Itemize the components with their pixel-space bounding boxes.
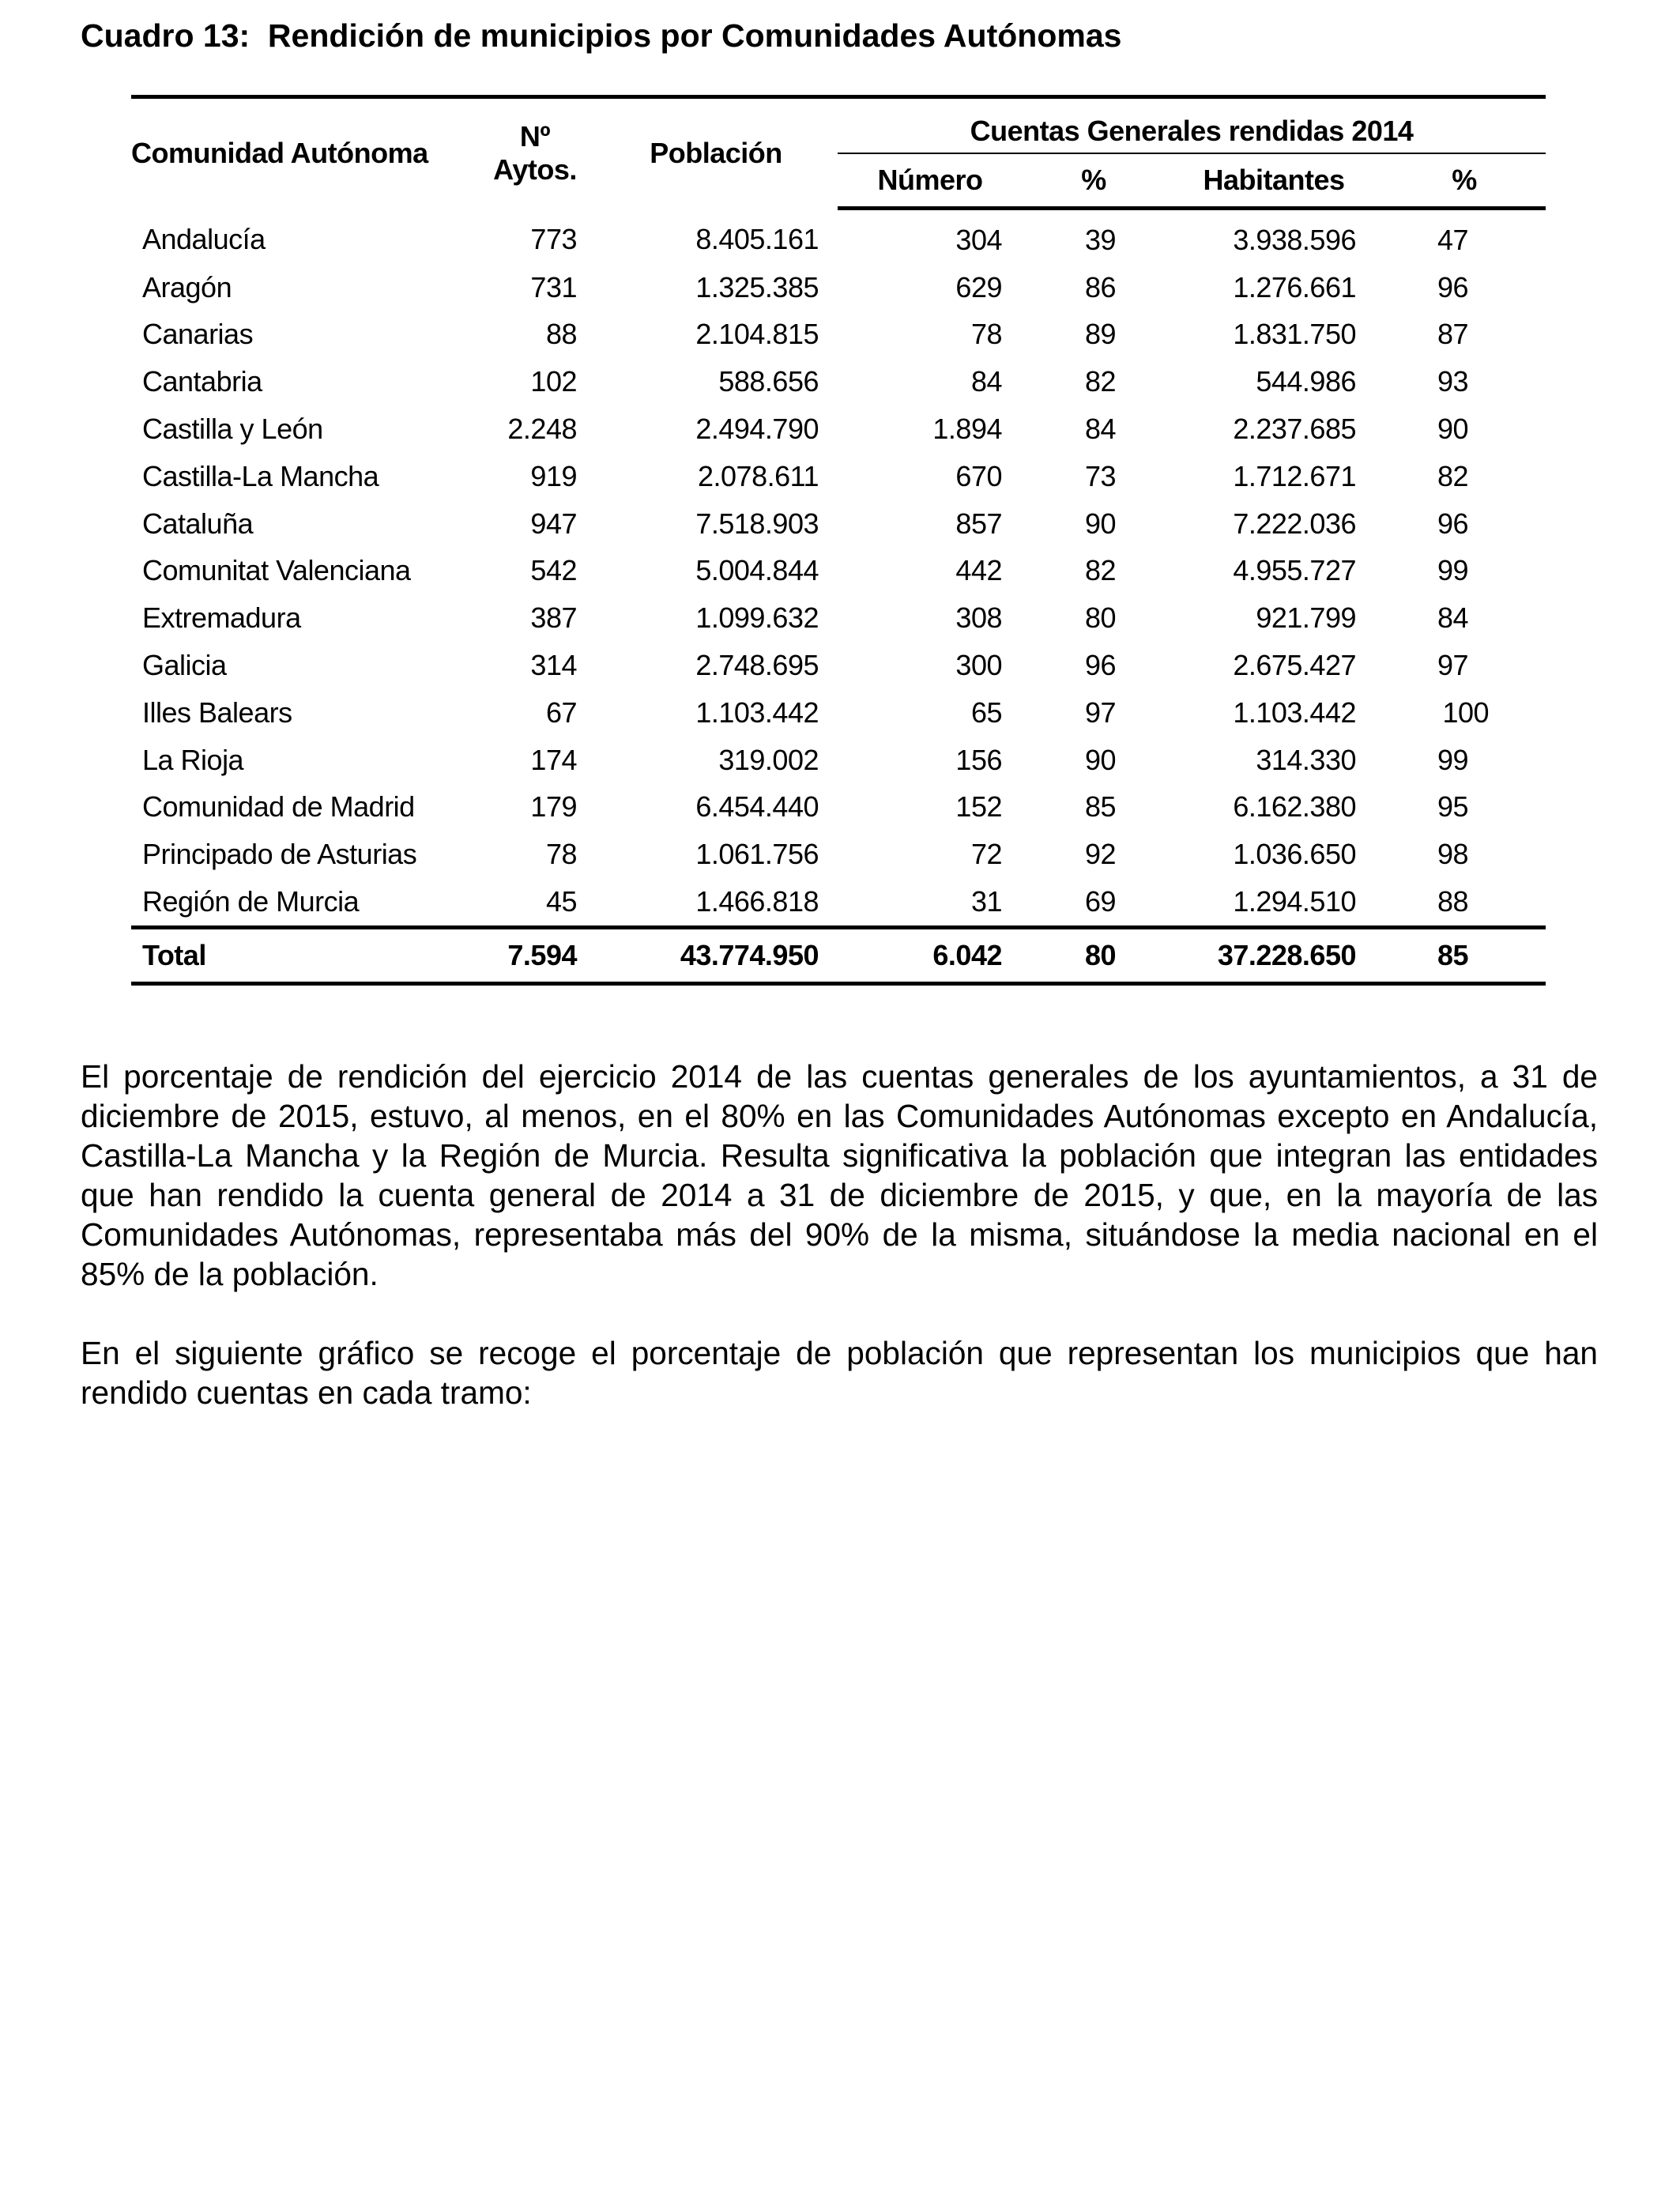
total-habitantes: 37.228.650 (1165, 927, 1383, 983)
cell-numero: 72 (970, 838, 1002, 871)
header-numero: Número (838, 153, 1023, 209)
cell-pct-numero: 85 (1084, 790, 1116, 824)
cell-pct-habitantes: 99 (1437, 743, 1469, 776)
cell-numero: 670 (955, 459, 1002, 492)
cell-pct-habitantes: 97 (1437, 649, 1469, 682)
cell-aytos: 102 (530, 365, 577, 398)
page-title: Cuadro 13: Rendición de municipios por Comunidades Autónomas (81, 17, 1122, 54)
cell-aytos: 174 (530, 743, 577, 776)
cell-comunidad: Cantabria (142, 365, 262, 398)
table-row (131, 548, 1546, 595)
cell-aytos: 45 (545, 885, 577, 918)
cell-habitantes: 4.955.727 (1233, 554, 1356, 587)
cell-pct-numero: 90 (1084, 743, 1116, 776)
table-row (131, 831, 1546, 878)
cell-numero: 1.894 (932, 413, 1002, 446)
cell-habitantes: 1.036.650 (1233, 838, 1356, 871)
cell-aytos: 67 (545, 696, 577, 729)
cell-pct-habitantes: 47 (1437, 223, 1469, 256)
table-row (131, 594, 1546, 642)
cell-poblacion: 5.004.844 (695, 554, 819, 587)
header-comunidad: Comunidad Autónoma (131, 97, 476, 209)
cell-poblacion: 2.494.790 (695, 413, 819, 446)
cell-aytos: 919 (530, 459, 577, 492)
cell-poblacion: 588.656 (718, 365, 819, 398)
cell-poblacion: 2.748.695 (695, 649, 819, 682)
cell-comunidad: Galicia (142, 649, 227, 682)
cell-habitantes: 2.675.427 (1233, 649, 1356, 682)
total-numero: 6.042 (838, 927, 1023, 983)
cell-pct-numero: 96 (1084, 649, 1116, 682)
cell-comunidad: Comunitat Valenciana (142, 554, 411, 587)
cell-numero: 84 (970, 365, 1002, 398)
cell-pct-numero: 86 (1084, 270, 1116, 303)
cell-comunidad: Andalucía (142, 222, 266, 255)
cell-comunidad: Principado de Asturias (142, 838, 417, 871)
cell-numero: 31 (970, 885, 1002, 918)
header-cuentas-group: Cuentas Generales rendidas 2014 (838, 97, 1546, 154)
table-row (131, 500, 1546, 548)
cell-comunidad: Canarias (142, 318, 254, 351)
cell-habitantes: 314.330 (1256, 743, 1356, 776)
cell-aytos: 387 (530, 601, 577, 635)
cell-pct-habitantes: 84 (1437, 601, 1469, 635)
table-row (131, 358, 1546, 405)
cell-pct-numero: 82 (1084, 365, 1116, 398)
table-row (131, 209, 1546, 264)
total-poblacion: 43.774.950 (594, 927, 838, 983)
rendicion-table (131, 95, 1546, 986)
cell-pct-numero: 39 (1084, 223, 1116, 256)
cell-pct-numero: 82 (1084, 554, 1116, 587)
cell-poblacion: 7.518.903 (695, 507, 819, 540)
cell-aytos: 88 (545, 318, 577, 351)
cell-habitantes: 6.162.380 (1233, 790, 1356, 824)
cell-comunidad: Castilla-La Mancha (142, 459, 379, 492)
cell-numero: 304 (955, 223, 1002, 256)
header-poblacion: Población (594, 97, 838, 209)
total-pct-habitantes: 85 (1383, 927, 1546, 983)
cell-comunidad: Cataluña (142, 507, 254, 540)
cell-pct-numero: 84 (1084, 413, 1116, 446)
cell-pct-numero: 69 (1084, 885, 1116, 918)
cell-habitantes: 7.222.036 (1233, 507, 1356, 540)
cell-habitantes: 1.831.750 (1233, 318, 1356, 351)
cell-aytos: 947 (530, 507, 577, 540)
cell-pct-numero: 92 (1084, 838, 1116, 871)
cell-pct-habitantes: 93 (1437, 365, 1469, 398)
header-pct-numero: % (1023, 153, 1165, 209)
cell-pct-habitantes: 87 (1437, 318, 1469, 351)
cell-numero: 78 (970, 318, 1002, 351)
cell-pct-habitantes: 99 (1437, 554, 1469, 587)
cell-aytos: 2.248 (507, 413, 577, 446)
table-row (131, 642, 1546, 689)
cell-comunidad: La Rioja (142, 743, 244, 776)
table-row (131, 311, 1546, 359)
table-header (131, 97, 1546, 209)
cell-comunidad: Extremadura (142, 601, 301, 635)
cell-habitantes: 1.294.510 (1233, 885, 1356, 918)
cell-poblacion: 1.466.818 (695, 885, 819, 918)
cell-numero: 65 (970, 696, 1002, 729)
cell-pct-habitantes: 95 (1437, 790, 1469, 824)
cell-poblacion: 1.099.632 (695, 601, 819, 635)
cell-pct-habitantes: 90 (1437, 413, 1469, 446)
paragraph-rendicion: El porcentaje de rendición del ejercicio 2014 de las cuentas generales de los ayuntamientos, a 31 de diciembre de 2015, estuvo, al menos, en el 80% en las Comunidades Autónomas excepto en Andalucía, Castilla-La Mancha y la Región de Murcia. Resulta significativa la población que integran las entidades que han rendido la cuenta general de 2014 a 31 de diciembre de 2015, y que, en la mayoría de las Comunidades Autónomas, representaba más del 90% de la misma, situándose la media nacional en el 85% de la población. (81, 1057, 1598, 1292)
cell-numero: 156 (955, 743, 1002, 776)
cell-pct-numero: 80 (1084, 601, 1116, 635)
cell-comunidad: Aragón (142, 270, 232, 303)
paragraph-grafico-intro: En el siguiente gráfico se recoge el porcentaje de población que representan los municipios que han rendido cuentas en cada tramo: (81, 1334, 1598, 1411)
table-body (131, 209, 1546, 928)
table-row (131, 737, 1546, 784)
cell-numero: 629 (955, 270, 1002, 303)
cell-poblacion: 6.454.440 (695, 790, 819, 824)
cell-poblacion: 319.002 (718, 743, 819, 776)
cell-comunidad: Comunidad de Madrid (142, 790, 415, 824)
rendicion-table-container (131, 95, 1546, 986)
cell-habitantes: 1.712.671 (1233, 459, 1356, 492)
cell-numero: 857 (955, 507, 1002, 540)
header-pct-habitantes: % (1383, 153, 1546, 209)
cell-poblacion: 1.325.385 (695, 270, 819, 303)
cell-aytos: 773 (530, 222, 577, 255)
total-label: Total (131, 927, 476, 983)
cell-pct-numero: 90 (1084, 507, 1116, 540)
cell-comunidad: Castilla y León (142, 413, 323, 446)
cell-pct-numero: 89 (1084, 318, 1116, 351)
cell-poblacion: 1.061.756 (695, 838, 819, 871)
header-aytos: Nº Aytos. (476, 97, 594, 209)
cell-pct-habitantes: 88 (1437, 885, 1469, 918)
cell-pct-habitantes: 96 (1437, 507, 1469, 540)
cell-pct-habitantes: 96 (1437, 270, 1469, 303)
cell-pct-numero: 73 (1084, 459, 1116, 492)
table-row (131, 453, 1546, 500)
cell-poblacion: 8.405.161 (695, 222, 819, 255)
table-row (131, 264, 1546, 311)
cell-habitantes: 1.103.442 (1233, 696, 1356, 729)
table-row (131, 689, 1546, 737)
cell-poblacion: 1.103.442 (695, 696, 819, 729)
header-habitantes: Habitantes (1165, 153, 1383, 209)
cell-habitantes: 1.276.661 (1233, 270, 1356, 303)
cell-habitantes: 921.799 (1256, 601, 1356, 635)
cell-comunidad: Illes Balears (142, 696, 292, 729)
cell-comunidad: Región de Murcia (142, 885, 360, 918)
cell-numero: 300 (955, 649, 1002, 682)
table-row (131, 405, 1546, 453)
cell-pct-habitantes: 98 (1437, 838, 1469, 871)
cell-habitantes: 3.938.596 (1233, 223, 1356, 256)
cell-aytos: 179 (530, 790, 577, 824)
cell-pct-numero: 97 (1084, 696, 1116, 729)
cell-poblacion: 2.104.815 (695, 318, 819, 351)
cell-habitantes: 2.237.685 (1233, 413, 1356, 446)
table-row (131, 878, 1546, 927)
total-aytos: 7.594 (476, 927, 594, 983)
cell-aytos: 731 (530, 270, 577, 303)
cell-aytos: 314 (530, 649, 577, 682)
cell-habitantes: 544.986 (1256, 365, 1356, 398)
table-footer (131, 927, 1546, 983)
cell-poblacion: 2.078.611 (698, 459, 819, 492)
total-row (131, 927, 1546, 983)
cell-numero: 442 (955, 554, 1002, 587)
cell-pct-habitantes: 82 (1437, 459, 1469, 492)
cell-aytos: 78 (545, 838, 577, 871)
total-pct-numero: 80 (1023, 927, 1165, 983)
cell-numero: 152 (955, 790, 1002, 824)
cell-pct-habitantes: 100 (1442, 696, 1490, 729)
cell-numero: 308 (955, 601, 1002, 635)
table-row (131, 784, 1546, 831)
cell-aytos: 542 (530, 554, 577, 587)
